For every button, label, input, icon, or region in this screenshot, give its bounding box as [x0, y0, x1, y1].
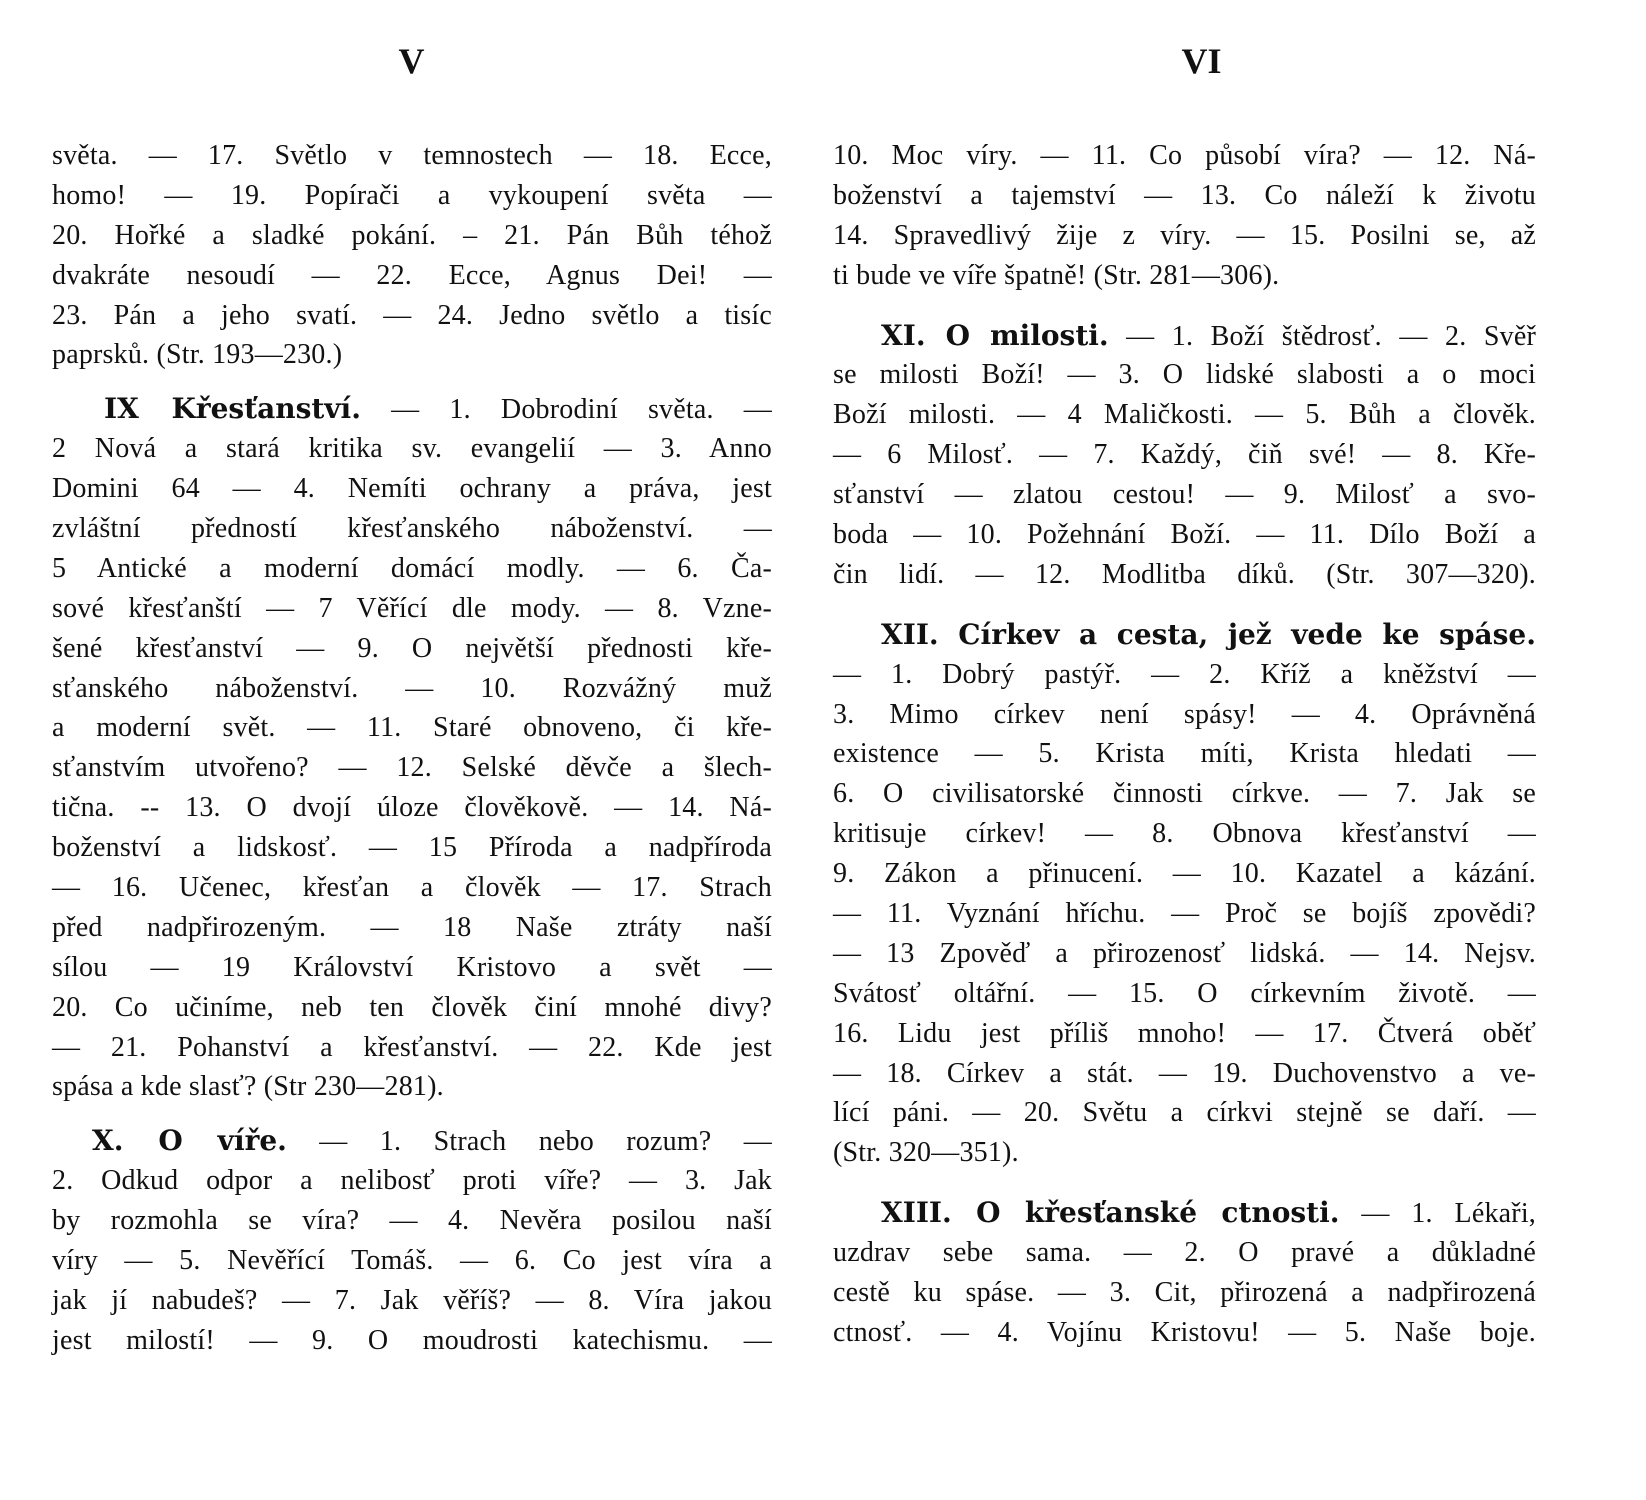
- text-line: boženství a tajemství — 13. Co náleží k životu: [833, 179, 1536, 211]
- text-line: — 11. Vyznání hříchu. — Proč se bojíš zpovědi?: [833, 898, 1536, 930]
- section-heading: XIII. O křesťanské ctnosti.: [881, 1196, 1340, 1230]
- text-line: cestě ku spáse. — 3. Cit, přirozená a nadpřirozená: [833, 1277, 1536, 1309]
- text-line: existence — 5. Krista míti, Krista hledati —: [833, 738, 1536, 770]
- text-line: lící páni. — 20. Světu a církvi stejně se daří. —: [833, 1097, 1536, 1129]
- text-line: 20. Hořké a sladké pokání. – 21. Pán Bůh téhož: [52, 219, 772, 251]
- text-line: jak jí nabudeš? — 7. Jak věříš? — 8. Víra jakou: [52, 1284, 772, 1316]
- section-heading-line: [833, 615, 1536, 655]
- text-line: sťanstvím utvořeno? — 12. Selské děvče a šlech-: [52, 752, 772, 784]
- section-heading-line: [52, 389, 772, 429]
- text-line: spása a kde slasť? (Str 230—281).: [52, 1071, 444, 1103]
- text-line: ctnosť. — 4. Vojínu Kristovu! — 5. Naše boje.: [833, 1316, 1536, 1348]
- text-line: uzdrav sebe sama. — 2. O pravé a důkladné: [833, 1237, 1536, 1269]
- text-line: 20. Co učiníme, neb ten člověk činí mnohé divy?: [52, 991, 772, 1023]
- right-page: [823, 0, 1646, 1500]
- section-heading: X. O víře.: [92, 1124, 287, 1158]
- text-line: kritisuje církev! — 8. Obnova křesťanství —: [833, 818, 1536, 850]
- text-span: — 1. Strach nebo rozum? —: [319, 1126, 772, 1158]
- text-line: 23. Pán a jeho svatí. — 24. Jedno světlo a tisíc: [52, 299, 772, 331]
- text-line: 2. Odkud odpor a nelibosť proti víře? — 3. Jak: [52, 1165, 772, 1197]
- text-line: Boží milosti. — 4 Maličkosti. — 5. Bůh a člověk.: [833, 399, 1536, 431]
- text-line: sťanství — zlatou cestou! — 9. Milosť a svo-: [833, 479, 1536, 511]
- text-line: a moderní svět. — 11. Staré obnoveno, či kře-: [52, 712, 772, 744]
- text-line: čin lidí. — 12. Modlitba díků. (Str. 307—320).: [833, 558, 1536, 590]
- text-line: tična. -- 13. O dvojí úloze člověkově. — 14. Ná-: [52, 792, 772, 824]
- text-line: 10. Moc víry. — 11. Co působí víra? — 12. Ná-: [833, 140, 1536, 171]
- text-line: homo! — 19. Popírači a vykoupení světa —: [52, 179, 772, 211]
- text-span: — 1. Boží štědrosť. — 2. Svěř: [1126, 320, 1537, 352]
- section-heading-line: [833, 316, 1536, 356]
- text-line: šené křesťanství — 9. O největší přednosti kře-: [52, 632, 772, 664]
- left-text-column: [52, 136, 772, 1361]
- text-line: sílou — 19 Království Kristovo a svět —: [52, 951, 772, 983]
- text-line: 2 Nová a stará kritika sv. evangelií — 3. Anno: [52, 433, 772, 465]
- text-line: — 18. Církev a stát. — 19. Duchovenstvo a ve-: [833, 1057, 1536, 1089]
- text-line: 6. O civilisatorské činnosti církve. — 7. Jak se: [833, 778, 1536, 810]
- text-line: by rozmohla se víra? — 4. Nevěra posilou naší: [52, 1205, 772, 1237]
- text-line: — 6 Milosť. — 7. Každý, čiň své! — 8. Kře-: [833, 439, 1536, 471]
- text-line: 14. Spravedlivý žije z víry. — 15. Posilni se, až: [833, 219, 1536, 251]
- page-number: VI: [1181, 41, 1222, 81]
- text-line: 3. Mimo církev není spásy! — 4. Oprávněná: [833, 698, 1536, 730]
- text-line: dvakráte nesoudí — 22. Ecce, Agnus Dei! —: [52, 259, 772, 291]
- text-line: ti bude ve víře špatně! (Str. 281—306).: [833, 259, 1280, 291]
- text-line: víry — 5. Nevěřící Tomáš. — 6. Co jest víra a: [52, 1245, 772, 1277]
- text-line: — 21. Pohanství a křesťanství. — 22. Kde jest: [52, 1031, 772, 1063]
- text-line: (Str. 320—351).: [833, 1137, 1019, 1169]
- text-span: — 1. Dobrodiní světa. —: [391, 394, 772, 426]
- section-heading: XII. Církev a cesta, jež vede ke spáse.: [881, 617, 1536, 651]
- section-heading-line: [52, 1121, 772, 1161]
- text-line: 5 Antické a moderní domácí modly. — 6. Ča-: [52, 552, 772, 584]
- text-line: před nadpřirozeným. — 18 Naše ztráty naší: [52, 911, 772, 943]
- text-line: Svátosť oltářní. — 15. O církevním životě. —: [833, 977, 1536, 1009]
- text-line: boda — 10. Požehnání Boží. — 11. Dílo Boží a: [833, 519, 1536, 551]
- text-line: — 16. Učenec, křesťan a člověk — 17. Strach: [52, 872, 772, 904]
- text-line: světa. — 17. Světlo v temnostech — 18. Ecce,: [52, 140, 772, 171]
- text-line: Domini 64 — 4. Nemíti ochrany a práva, jest: [52, 473, 772, 505]
- page-number: V: [398, 41, 425, 81]
- text-line: — 13 Zpověď a přirozenosť lidská. — 14. Nejsv.: [833, 937, 1536, 969]
- text-line: zvláštní předností křesťanského náboženství. —: [52, 513, 772, 545]
- text-span: — 1. Lékaři,: [1361, 1198, 1537, 1230]
- text-line: sťanského náboženství. — 10. Rozvážný muž: [52, 672, 772, 704]
- text-line: — 1. Dobrý pastýř. — 2. Kříž a kněžství —: [833, 658, 1536, 690]
- section-heading: XI. O milosti.: [881, 318, 1109, 352]
- section-heading-line: [833, 1193, 1536, 1233]
- text-line: paprsků. (Str. 193—230.): [52, 339, 343, 371]
- text-line: 16. Lidu jest příliš mnoho! — 17. Čtverá oběť: [833, 1017, 1536, 1049]
- right-text-column: [833, 136, 1536, 1353]
- text-line: 9. Zákon a přinucení. — 10. Kazatel a kázání.: [833, 858, 1536, 890]
- text-line: sové křesťanští — 7 Věřící dle mody. — 8. Vzne-: [52, 592, 772, 624]
- text-line: jest milostí! — 9. O moudrosti katechismu. —: [52, 1324, 772, 1356]
- text-line: se milosti Boží! — 3. O lidské slabosti a o moci: [833, 359, 1536, 391]
- text-line: boženství a lidskosť. — 15 Příroda a nadpříroda: [52, 832, 772, 864]
- section-heading: IX Křesťanství.: [104, 392, 361, 426]
